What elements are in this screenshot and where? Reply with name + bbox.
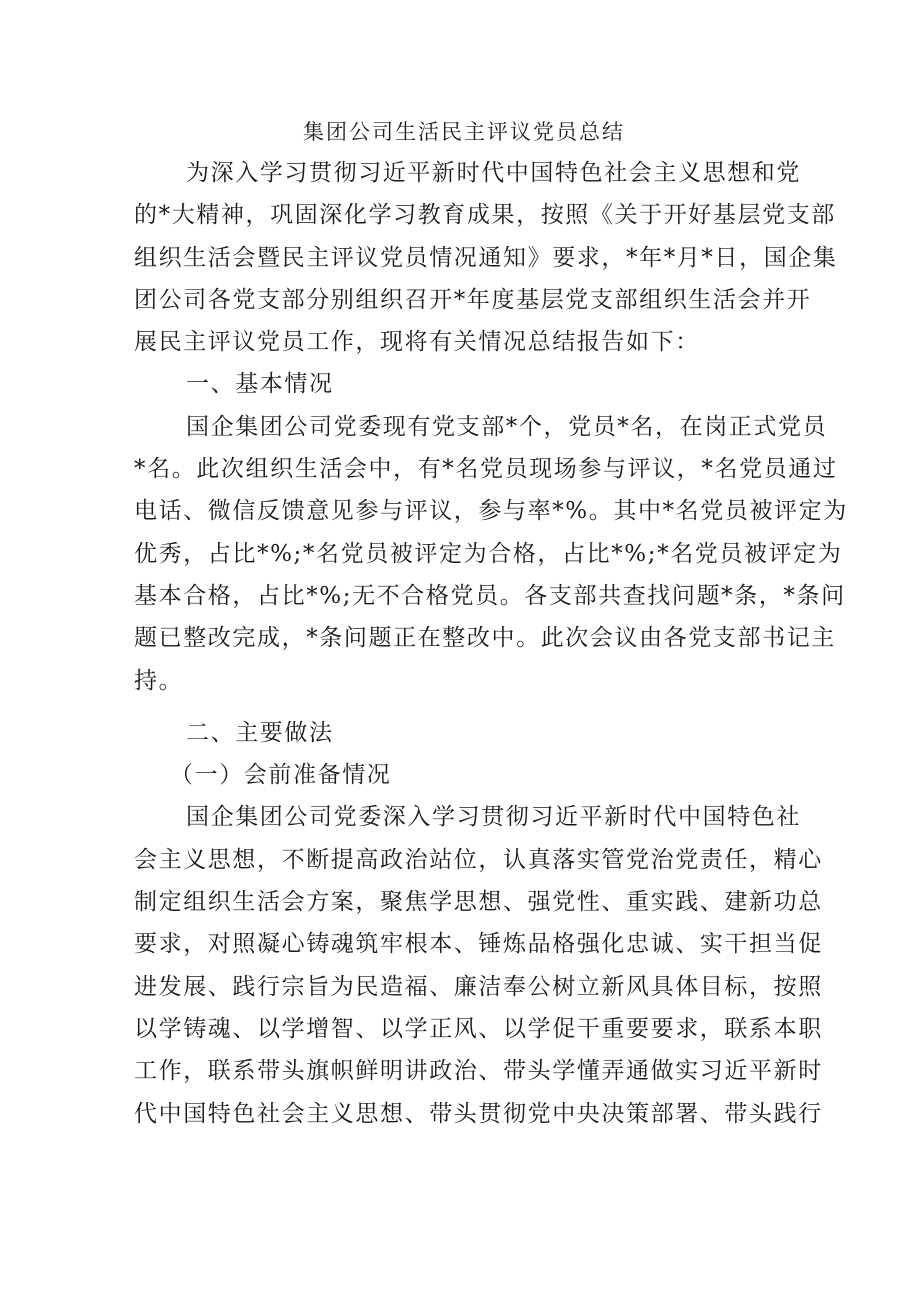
preparation-line: 制定组织生活会方案，聚焦学思想、强党性、重实践、建新功总 bbox=[134, 889, 823, 916]
document-title: 集团公司生活民主评议党员总结 bbox=[303, 120, 625, 144]
preparation-line: 以学铸魂、以学增智、以学正风、以学促干重要要求，联系本职 bbox=[134, 1015, 823, 1042]
intro-line: 的*大精神，巩固深化学习教育成果，按照《关于开好基层党支部 bbox=[134, 202, 836, 229]
document-body bbox=[134, 112, 848, 1135]
basic-situation-line: 持。 bbox=[134, 667, 184, 694]
intro-paragraph bbox=[134, 152, 838, 363]
preparation-line: 会主义思想，不断提高政治站位，认真落实管党治党责任，精心 bbox=[134, 846, 823, 873]
preparation-line: 进发展、践行宗旨为民造福、廉洁奉公树立新风具体目标，按照 bbox=[134, 973, 823, 1000]
basic-situation-line: 基本合格，占比*%;无不合格党员。各支部共查找问题*条，*条问 bbox=[134, 582, 846, 609]
intro-line: 为深入学习贯彻习近平新时代中国特色社会主义思想和党 bbox=[186, 160, 801, 186]
basic-situation-line: 电话、微信反馈意见参与评议，参与率*%。其中*名党员被评定为 bbox=[134, 498, 848, 525]
basic-situation-line: 题已整改完成，*条问题正在整改中。此次会议由各党支部书记主 bbox=[134, 625, 836, 652]
intro-line: 展民主评议党员工作，现将有关情况总结报告如下： bbox=[134, 329, 700, 356]
preparation-line: 代中国特色社会主义思想、带头贯彻党中央决策部署、带头践行 bbox=[134, 1100, 823, 1127]
basic-situation-line: 国企集团公司党委现有党支部*个，党员*名，在岗正式党员 bbox=[186, 413, 828, 440]
subsection-heading-preparation: （一）会前准备情况 bbox=[170, 762, 392, 789]
paragraph-spacer bbox=[134, 702, 794, 712]
basic-situation-paragraph bbox=[134, 406, 848, 702]
preparation-line: 国企集团公司党委深入学习贯彻习近平新时代中国特色社 bbox=[186, 804, 801, 831]
section-heading-basic-situation: 一、基本情况 bbox=[186, 371, 334, 398]
basic-situation-line: 优秀，占比*%;*名党员被评定为合格，占比*%;*名党员被评定为 bbox=[134, 540, 843, 567]
preparation-line: 要求，对照凝心铸魂筑牢根本、锤炼品格强化忠诚、实干担当促 bbox=[134, 931, 823, 958]
intro-line: 组织生活会暨民主评议党员情况通知》要求，*年*月*日，国企集 bbox=[134, 244, 838, 271]
preparation-line: 工作，联系带头旗帜鲜明讲政治、带头学懂弄通做实习近平新时 bbox=[134, 1058, 823, 1085]
basic-situation-line: *名。此次组织生活会中，有*名党员现场参与评议，*名党员通过 bbox=[134, 456, 838, 483]
section-heading-main-practices: 二、主要做法 bbox=[186, 719, 334, 746]
preparation-paragraph bbox=[134, 796, 823, 1134]
intro-line: 团公司各党支部分别组织召开*年度基层党支部组织生活会并开 bbox=[134, 286, 812, 313]
